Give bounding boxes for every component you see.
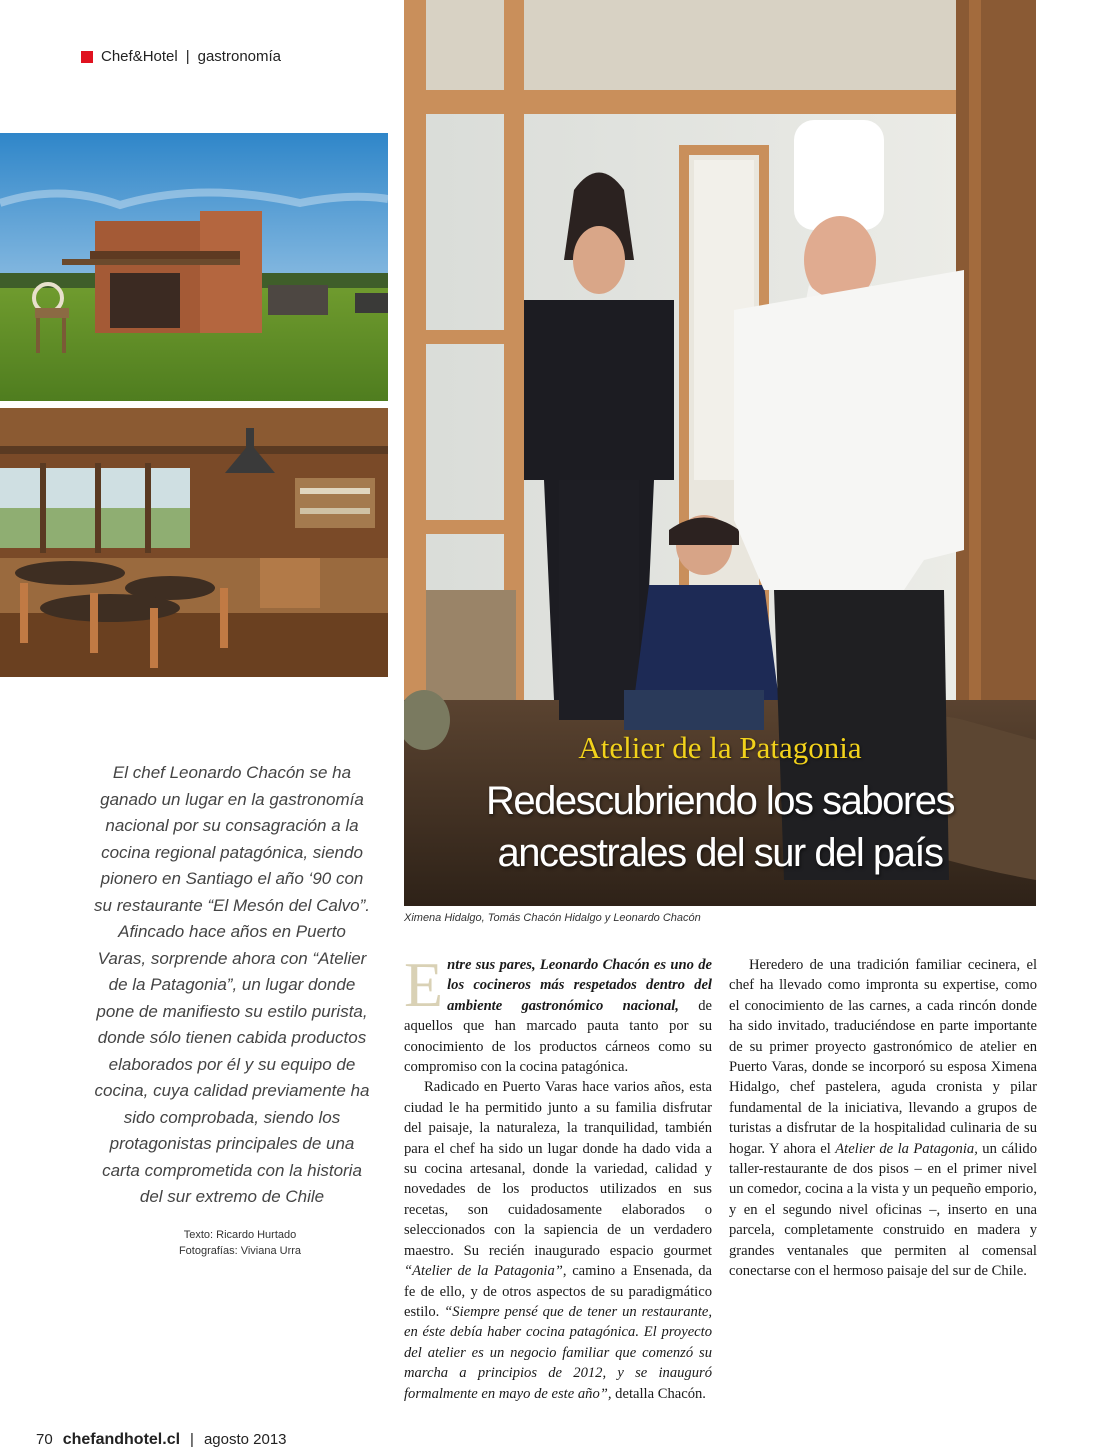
drop-cap: E [404,949,444,1020]
article-kicker: Atelier de la Patagonia [578,730,862,765]
photo-caption: Ximena Hidalgo, Tomás Chacón Hidalgo y Leonardo Chacón [404,912,701,924]
footer-separator: | [190,1431,194,1448]
paragraph-2-quote: “Siempre pensé que de tener un restaurante, en éste debía haber cocina patagónica. El proyecto del atelier es un negocio familiar que comenzó su marcha a principios de 2012, y se inauguró formalmente en mayo de este año”, [404,1303,712,1402]
body-paragraph-2 [404,1077,712,1404]
paragraph-3-title: Atelier de la Patagonia, [835,1140,978,1157]
paragraph-1-text: de aquellos que han marcado pauta tanto por su conocimiento de los productos cárneos como su compromiso con la cocina patagónica. [404,997,712,1076]
page-number: 70 [36,1431,53,1448]
section-header [81,48,281,65]
hero-photo [404,0,1036,906]
headline-line-1: Redescubriendo los sabores [486,779,954,823]
article-deck: El chef Leonardo Chacón se ha ganado un lugar en la gastronomía nacional por su consagración a la cocina regional patagónica, siendo pionero en Santiago el año ‘90 con su restaurante “El Mesón del Calvo”. Afincado hace años en Puerto Varas, sorprende ahora con “Atelier de la Patagonia”, un lugar donde pone de manifiesto su estilo purista, donde sólo tienen cabida productos elaborados por él y su equipo de cocina, cuya calidad previamente ha sido comprobada, siendo los protagonistas principales de una carta comprometida con la historia del sur extremo de Chile [94,763,370,1206]
section-marker [81,51,93,63]
paragraph-2-text-a: Radicado en Puerto Varas hace varios años, esta ciudad le ha permitido junto a su familia disfrutar del paisaje, la naturaleza, la tranquilidad, también para el chef ha sido un lugar donde ha dado vida a su cocina artesanal, donde la variedad, calidad y novedades de los productos utilizados en sus recetas, son cuidadosamente elaborados o seleccionados con la sapiencia de un verdadero maestro. Su recién inaugurado espacio gourmet [404,1079,712,1259]
credit-text: Texto: Ricardo Hurtado [183,1229,297,1241]
credit-photos: Fotografías: Viviana Urra [178,1245,302,1257]
paragraph-2-text-e: detalla Chacón. [611,1385,706,1402]
paragraph-3-text-c: un cálido taller-restaurante de dos pisos – en el primer nivel un comedor, cocina a la vista y un pequeño emporio, y en el segundo nivel oficinas –, inserto en una parcela, completamente construido en madera y grandes ventanales que permiten al comensal conectarse con el hermoso paisaje del sur de Chile. [729,1140,1037,1280]
paragraph-2-text-c: , camino a Ensenada, da fe de ello, y de otros aspectos de su paradigmático estilo. [404,1263,712,1320]
lead-in-text: ntre sus pares, Leonardo Chacón es uno de los cocineros más respetados dentro del ambiente gastronómico nacional, [447,957,712,1014]
section-separator: | [185,48,190,65]
headline-line-2: ancestrales del sur del país [497,831,943,875]
body-column-right [729,955,1037,1282]
body-column-left [404,949,712,1404]
footer-site: chefandhotel.cl [62,1431,181,1448]
exterior-photo [0,133,388,401]
page-footer [36,1431,287,1449]
paragraph-2-title: “Atelier de la Patagonia” [404,1263,563,1280]
subsection-label: gastronomía [197,48,282,65]
article-headline [404,775,1036,879]
body-paragraph-3 [729,955,1037,1282]
article-credits [155,1227,325,1259]
section-label: Chef&Hotel [101,48,178,65]
interior-photo [0,408,388,677]
paragraph-3-text-a: Heredero de una tradición familiar cecinera, el chef ha llevado como impronta su expertise, como el conocimiento de las carnes, a cada rincón donde ha sido invitado, traduciéndose en parte importante de su primer proyecto gastronómico de atelier en Puerto Varas, donde se incorporó su esposa Ximena Hidalgo, chef pastelera, aguda cronista y pilar fundamental de la iniciativa, llevando a grupos de turistas a disfrutar de la hospitalidad culinaria de su hogar. Y ahora el [729,957,1037,1157]
body-paragraph-1 [404,949,712,1077]
footer-issue: agosto 2013 [203,1431,287,1448]
